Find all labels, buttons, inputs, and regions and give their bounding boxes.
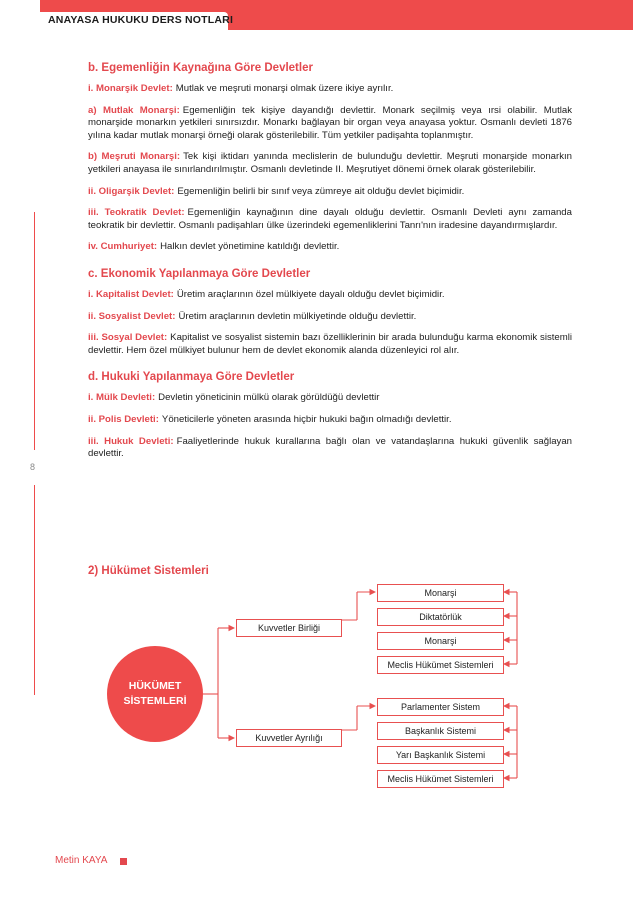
document-body [88,62,572,470]
term: i. Monarşik Devlet: [88,83,173,94]
paragraph-text: Üretim araçlarının devletin mülkiyetinde olduğu devlettir. [178,310,417,322]
paragraph [70,332,572,357]
hukumet-sistemleri-node [107,646,203,742]
term: i. Kapitalist Devlet: [88,288,174,300]
paragraph [88,414,572,427]
paragraph-text: Devletin yöneticinin mülkü olarak görüldüğü devlettir [158,392,380,404]
paragraph [88,311,572,324]
paragraph [88,289,572,302]
paragraph [88,241,572,254]
paragraph-text: Egemenliğin belirli bir sınıf veya zümreye ait olduğu devlet biçimidir. [177,185,465,197]
paragraph [88,83,572,96]
node-label-line1: HÜKÜMET [128,680,182,692]
section-heading: c. Ekonomik Yapılanmaya Göre Devletler [88,267,311,280]
term: ii. Polis Devleti: [88,413,159,425]
term: b) Meşruti Monarşi: [88,151,181,163]
term: a) Mutlak Monarşi: [88,104,180,116]
paragraph-text: Egemenliğin tek kişiye dayandığı devlettir. Monark seçilmiş veya ırsi olabilir. Mutlak monarşide monarkın yetkileri sınırsızdır. Monarkı bağlayan bir organ veya anayasa yoktur. Osmanlı devleti 1876 yılına kadar mutlak monarşi örneği olarak gösterilebilir. Tüm yetkiler padişahta toplanmıştır. [88,104,572,141]
footer-author: Metin KAYA [55,855,108,866]
page-number: 8 [30,462,36,472]
branch1-item-box: Monarşi [377,632,504,650]
footer-square-mark [120,858,127,865]
kuvvetler-birligi-box: Kuvvetler Birliği [236,619,342,637]
term: iii. Hukuk Devleti: [88,435,174,447]
paragraph-text: Üretim araçlarının özel mülkiyete dayalı olduğu devlet biçimidir. [176,288,445,300]
branch1-item-box: Meclis Hükümet Sistemleri [377,656,504,674]
kuvvetler-ayriligi-box: Kuvvetler Ayrılığı [236,729,342,747]
margin-line-bottom [34,485,35,695]
paragraph [88,186,572,199]
term: ii. Sosyalist Devlet: [88,310,176,322]
term: iii. Teokratik Devlet: [88,207,185,219]
term: iii. Sosyal Devlet: [88,332,168,344]
paragraph-text: Faaliyetlerinde hukuk kurallarına bağlı olan ve vatandaşlarına hukuki güvenlik sağlayan devlettir. [88,435,572,460]
branch2-item-box: Yarı Başkanlık Sistemi [377,746,504,764]
paragraph [70,436,572,461]
paragraph-text: Kapitalist ve sosyalist sistemin bazı özelliklerinin bir arada bulunduğu karma ekonomik sistemli devlettir. Hem özel mülkiyet bulunur hem de devlet ekonomik alanda düzenleyici rol alır. [88,332,572,356]
paragraph-text: Halkın devlet yönetimine katıldığı devlettir. [160,241,340,253]
section-heading-hukumet-sistemleri: 2) Hükümet Sistemleri [88,565,209,577]
branch2-item-box: Meclis Hükümet Sistemleri [377,770,504,788]
section-heading: d. Hukuki Yapılanmaya Göre Devletler [88,371,295,384]
paragraph [88,392,572,405]
branch1-item-box: Diktatörlük [377,608,504,626]
branch2-item-box: Parlamenter Sistem [377,698,504,716]
branch2-item-box: Başkanlık Sistemi [377,722,504,740]
paragraph [70,151,572,176]
node-label-line2: SİSTEMLERİ [123,695,187,707]
header-title: ANAYASA HUKUKU DERS NOTLARI [48,14,234,26]
paragraph [70,207,572,232]
margin-line-top [34,212,35,450]
paragraph-text: Egemenliğin kaynağının dine dayalı olduğu devlettir. Osmanlı Devleti aynı zamanda teokratik bir devlettir. Osmanlı padişahları ülke üzerindeki egemenliklerini Tanrı'nın iradesine dayandırmışlardır. [88,207,572,231]
paragraph-text: Mutlak ve meşruti monarşi olmak üzere ikiye ayrılır. [175,83,394,94]
term: ii. Oligarşik Devlet: [88,185,175,197]
section-heading: b. Egemenliğin Kaynağına Göre Devletler [88,62,313,74]
branch1-item-box: Monarşi [377,584,504,602]
paragraph [70,105,572,143]
term: i. Mülk Devleti: [88,392,156,404]
paragraph-text: Yöneticilerle yöneten arasında hiçbir hukuki bağın olmadığı devlettir. [161,413,452,425]
term: iv. Cumhuriyet: [88,241,158,253]
paragraph-text: Tek kişi iktidarı yanında meclislerin de bulunduğu devlettir. Meşruti monarşide monarkın yetkileri anayasa ile sınırlandırılmıştır. Osmanlı devletinde II. Meşrutiyet dönemi örnek olarak gösterilebilir. [88,151,572,175]
